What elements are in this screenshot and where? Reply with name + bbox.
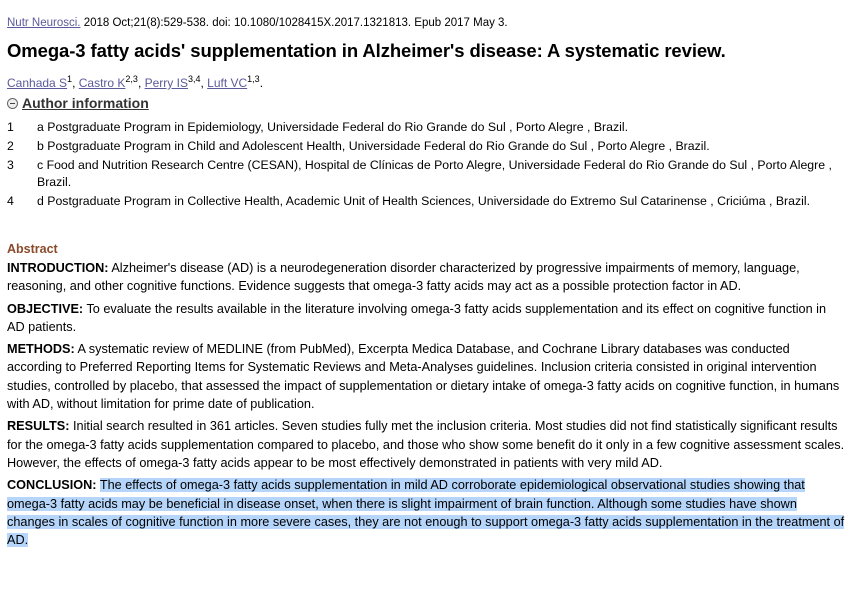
abstract-objective [7,300,845,337]
abstract-heading: Abstract [7,242,58,256]
affiliation-item [7,157,842,191]
author-affil-sup: 1 [67,74,73,84]
section-label: RESULTS: [7,419,70,434]
author-information-toggle[interactable] [7,94,149,112]
author-separator: , [72,76,79,90]
author-link[interactable]: Luft VC [207,76,248,90]
author-separator: , [137,76,145,90]
affiliation-item [7,119,842,136]
section-label: METHODS: [7,342,75,357]
affiliation-text: b Postgraduate Program in Child and Adolescent Health, Universidade Federal do Rio Grande do Sul , Porto Alegre , Brazil. [37,139,710,153]
journal-link[interactable]: Nutr Neurosci. [7,17,81,29]
affiliation-number: 4 [7,194,14,208]
author-separator: . [259,76,264,90]
citation-details: 2018 Oct;21(8):529-538. doi: 10.1080/1028415X.2017.1321813. Epub 2017 May 3. [83,17,508,29]
section-label: OBJECTIVE: [7,301,84,316]
section-text: A systematic review of MEDLINE (from PubMed), Excerpta Medica Database, and Cochrane Library databases was conducted according to Preferred Reporting Items for Systematic Reviews and Meta-Analyses guidelines. Inclusion criteria consisted in original intervention studies, controlled by placebo, that assessed the impact of supplementation or dietary intake of omega-3 fatty acids on cognitive function, in humans with AD, without limitation for prime date of publication. [7,342,840,412]
citation [7,16,508,30]
selected-text[interactable]: The effects of omega-3 fatty acids supplementation in mild AD corroborate epidemiological observational studies showing that omega-3 fatty acids may be beneficial in disease onset, when there is slight impairment of brain function. Although some studies have shown changes in scales of cognitive function in more severe cases, they are not enough to support omega-3 fatty acids supplementation in the treatment of AD. [7,478,845,548]
affiliation-item [7,193,842,210]
collapse-minus-icon[interactable] [7,98,18,109]
section-text: To evaluate the results available in the literature involving omega-3 fatty acids supplementation and its effect on cognitive function in AD patients. [7,301,827,334]
affiliation-text: c Food and Nutrition Research Centre (CESAN), Hospital de Clínicas de Porto Alegre, Universidade Federal do Rio Grande do Sul , Porto Alegre , Brazil. [37,158,832,189]
affiliation-number: 1 [7,120,14,134]
author-affil-sup: 3,4 [187,74,201,84]
affiliation-list [7,119,842,212]
author-link[interactable]: Perry IS [144,76,188,90]
affiliation-number: 3 [7,158,14,172]
section-text: Alzheimer's disease (AD) is a neurodegeneration disorder characterized by progressive impairments of memory, language, reasoning, and other cognitive functions. Evidence suggests that omega-3 fatty acids may act as a possible protection factor in AD. [7,261,800,294]
author-affil-sup: 1,3 [247,74,260,84]
abstract-methods [7,340,845,413]
author-affil-sup: 2,3 [125,74,138,84]
affiliation-text: a Postgraduate Program in Epidemiology, Universidade Federal do Rio Grande do Sul , Porto Alegre , Brazil. [37,120,629,134]
abstract-conclusion [7,476,845,549]
author-link[interactable]: Canhada S [7,76,68,90]
affiliation-number: 2 [7,139,14,153]
author-separator: , [200,76,208,90]
author-list [7,71,263,91]
abstract-results [7,417,845,472]
author-information-label[interactable]: Author information [22,95,149,111]
abstract-introduction [7,259,845,296]
abstract-body [7,259,845,553]
article-title: Omega-3 fatty acids' supplementation in Alzheimer's disease: A systematic review. [7,40,726,61]
author-link[interactable]: Castro K [78,76,126,90]
section-text: Initial search resulted in 361 articles. Seven studies fully met the inclusion criteria. Most studies did not find statistically significant results for the omega-3 fatty acids supplementation compared to placebo, and those who show some benefit do it only in a few cognitive assessment scales. However, the effects of omega-3 fatty acids appear to be most effectively demonstrated in patients with very mild AD. [7,419,845,470]
section-label: INTRODUCTION: [7,261,109,275]
section-label: CONCLUSION: [7,478,97,493]
affiliation-item [7,138,842,155]
affiliation-text: d Postgraduate Program in Collective Health, Academic Unit of Health Sciences, Universidade do Extremo Sul Catarinense , Criciúma , Brazil. [37,194,811,208]
